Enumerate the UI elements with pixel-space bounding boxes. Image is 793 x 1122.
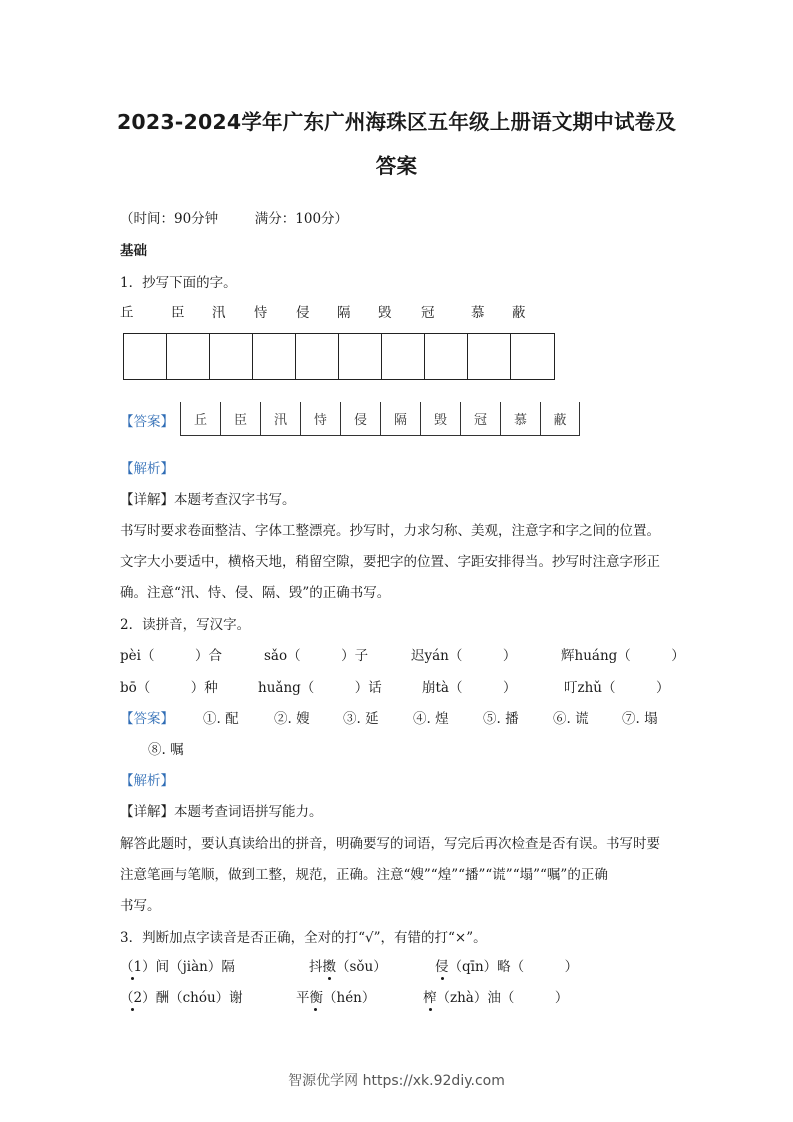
q3-item: 平衡（hén）	[296, 990, 376, 1006]
q1-char: 恃	[254, 305, 268, 321]
writing-cell[interactable]	[425, 334, 468, 379]
q2-item: 叮zhǔ（ ）	[564, 680, 670, 696]
q2-answer: ③. 延	[343, 711, 379, 727]
q1-char: 丘	[120, 305, 134, 321]
title-line-1: 2023-2024学年广东广州海珠区五年级上册语文期中试卷及	[116, 110, 677, 134]
q1-prompt: 1．抄写下面的字。	[120, 275, 237, 291]
q2-item: pèi（ ）合	[120, 648, 222, 664]
q2-item: 崩tà（ ）	[422, 680, 517, 696]
q2-answer: ②. 嫂	[274, 711, 310, 727]
q2-answer-label: 【答案】	[120, 711, 174, 727]
q2-explain-line: 书写。	[120, 898, 161, 914]
q1-explain-line: 书写时要求卷面整洁、字体工整漂亮。抄写时，力求匀称、美观，注意字和字之间的位置。	[120, 523, 660, 539]
q2-item: sǎo（ ）子	[264, 648, 369, 664]
q1-answer-char: 隔	[380, 402, 420, 435]
q2-answer: ①. 配	[203, 711, 239, 727]
emphasis-dot	[328, 977, 331, 980]
q1-answer-table	[180, 402, 580, 436]
q1-analysis-label: 【解析】	[120, 461, 174, 477]
exam-time: （时间：90分钟	[120, 211, 219, 227]
q1-answer-label: 【答案】	[120, 414, 174, 430]
exam-score: 满分：100分）	[254, 211, 349, 227]
q3-item: 抖擞（sǒu）	[309, 959, 387, 975]
page-title	[60, 100, 733, 188]
writing-cell[interactable]	[124, 334, 167, 379]
q2-answer: ⑧. 嘱	[148, 742, 184, 758]
q2-explain-line: 注意笔画与笔顺，做到工整，规范，正确。注意“嫂”“煌”“播”“谎”“塌”“嘱”的正确	[120, 867, 608, 883]
q1-explain-line: 确。注意“汛、恃、侵、隔、毁”的正确书写。	[120, 585, 391, 601]
emphasis-dot	[314, 1008, 317, 1011]
q1-char: 冠	[421, 305, 435, 321]
q2-item: bō（ ）种	[120, 680, 218, 696]
q2-explain-line: 解答此题时，要认真读给出的拼音，明确要写的词语，写完后再次检查是否有误。书写时要	[120, 836, 660, 852]
q2-answer: ⑦. 塌	[622, 711, 658, 727]
q3-item: （1）间（jiàn）隔	[120, 959, 235, 975]
q1-detail: 【详解】本题考查汉字书写。	[120, 492, 296, 508]
q2-prompt: 2．读拼音，写汉字。	[120, 617, 251, 633]
q2-detail: 【详解】本题考查词语拼写能力。	[120, 804, 323, 820]
writing-cell[interactable]	[253, 334, 296, 379]
q1-answer-char: 恃	[300, 402, 340, 435]
q1-answer-char: 蔽	[540, 402, 580, 435]
q1-answer-char: 慕	[500, 402, 540, 435]
q2-analysis-label: 【解析】	[120, 773, 174, 789]
writing-cell[interactable]	[468, 334, 511, 379]
q2-answer: ④. 煌	[413, 711, 449, 727]
q1-char: 毁	[378, 305, 392, 321]
q1-answer-char: 丘	[180, 402, 220, 435]
q2-answer: ⑤. 播	[483, 711, 519, 727]
emphasis-dot	[441, 977, 444, 980]
q2-item: 辉huáng（ ）	[561, 648, 685, 664]
q1-char: 隔	[337, 305, 351, 321]
q1-char: 侵	[296, 305, 310, 321]
q1-answer-char: 侵	[340, 402, 380, 435]
q1-char: 汛	[212, 305, 226, 321]
section-heading: 基础	[120, 243, 147, 259]
q1-char: 慕	[471, 305, 485, 321]
writing-cell[interactable]	[339, 334, 382, 379]
q1-answer-char: 冠	[460, 402, 500, 435]
q2-answer: ⑥. 谎	[553, 711, 589, 727]
emphasis-dot	[131, 977, 134, 980]
q3-item: 侵（qīn）略（ ）	[435, 959, 579, 975]
emphasis-dot	[131, 1008, 134, 1011]
title-line-2: 答案	[375, 154, 418, 178]
q1-char-row	[0, 301, 793, 321]
exam-meta	[120, 207, 348, 227]
writing-cell[interactable]	[382, 334, 425, 379]
emphasis-dot	[429, 1008, 432, 1011]
q1-char: 蔽	[512, 305, 526, 321]
q1-explain-line: 文字大小要适中，横格天地，稍留空隙，要把字的位置、字距安排得当。抄写时注意字形正	[120, 554, 660, 570]
q1-answer-char: 臣	[220, 402, 260, 435]
writing-cell[interactable]	[210, 334, 253, 379]
q2-item: huǎng（ ）话	[258, 680, 382, 696]
writing-cell[interactable]	[511, 334, 554, 379]
q3-prompt: 3．判断加点字读音是否正确，全对的打“√”，有错的打“×”。	[120, 930, 487, 946]
writing-cell[interactable]	[167, 334, 210, 379]
writing-cell[interactable]	[296, 334, 339, 379]
q1-answer-char: 汛	[260, 402, 300, 435]
q2-item: 迟yán（ ）	[411, 648, 517, 664]
q3-item: 榨（zhà）油（ ）	[423, 990, 569, 1006]
writing-grid	[123, 333, 555, 380]
q1-answer-char: 毁	[420, 402, 460, 435]
footer-watermark: 智源优学网 https://xk.92diy.com	[288, 1073, 505, 1089]
q1-char: 臣	[171, 305, 185, 321]
q3-item: （2）酬（chóu）谢	[120, 990, 243, 1006]
